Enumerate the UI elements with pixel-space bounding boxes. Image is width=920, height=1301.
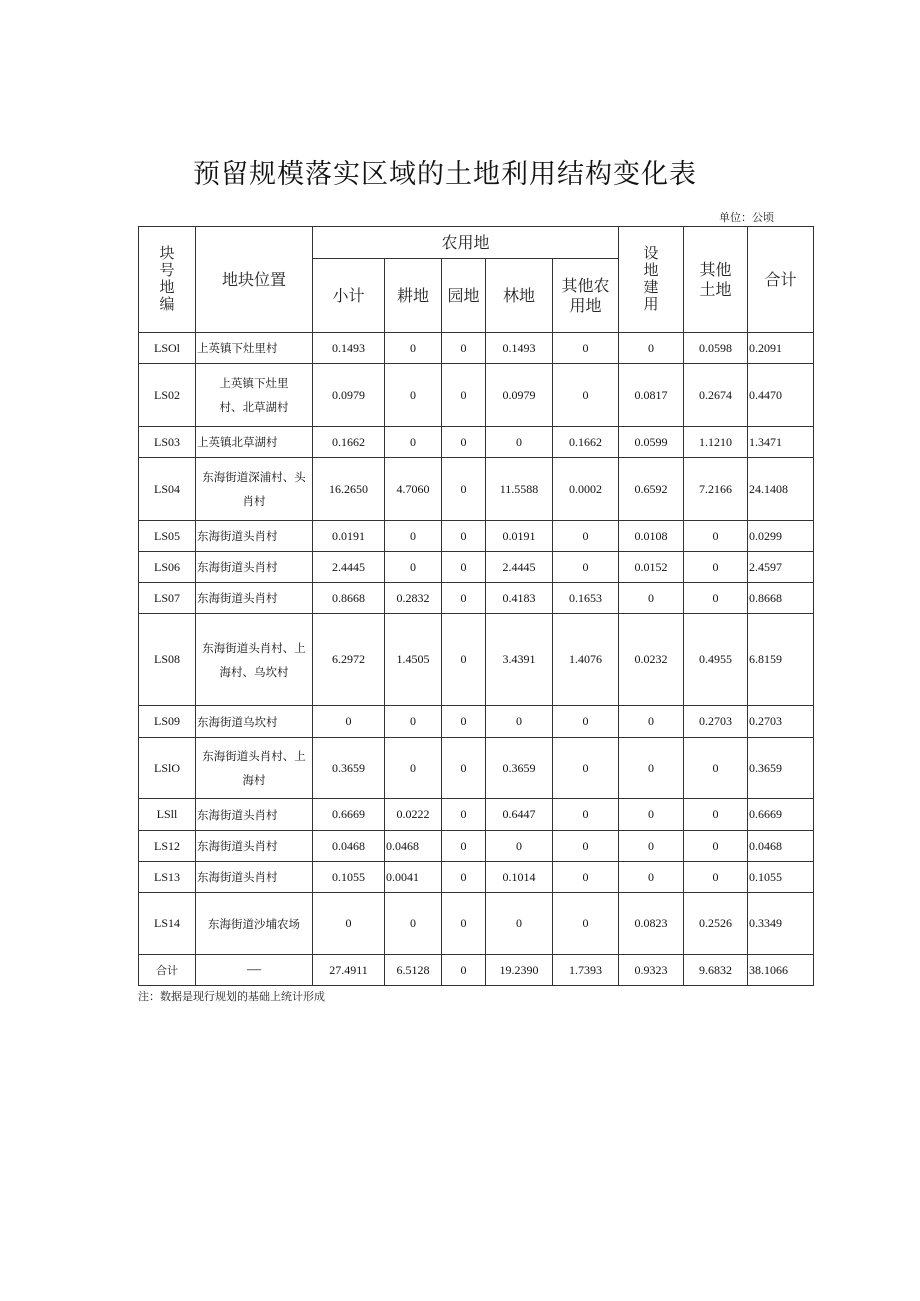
cell-other-agri: 0 <box>553 862 619 893</box>
cell-garden: 0 <box>442 831 486 862</box>
cell-location: 东海街道深浦村、头肖村 <box>196 458 313 521</box>
cell-forest: 0 <box>486 427 553 458</box>
cell-location: 东海街道乌坎村 <box>196 706 313 738</box>
cell-construction: 0.0232 <box>619 614 684 706</box>
cell-garden: 0 <box>442 333 486 364</box>
cell-cultivated: 6.5128 <box>385 955 442 986</box>
cell-other-agri: 0 <box>553 333 619 364</box>
cell-location: 东海街道头肖村 <box>196 552 313 583</box>
cell-construction: 0 <box>619 862 684 893</box>
cell-construction: 0.9323 <box>619 955 684 986</box>
cell-other-agri: 0 <box>553 893 619 955</box>
cell-other-agri: 0 <box>553 799 619 831</box>
table-row <box>139 458 814 521</box>
cell-code: LS07 <box>139 583 196 614</box>
table-row <box>139 862 814 893</box>
cell-cultivated: 0 <box>385 738 442 799</box>
table-row <box>139 706 814 738</box>
cell-subtotal: 27.4911 <box>313 955 385 986</box>
cell-location: 东海街道头肖村、上海村 <box>196 738 313 799</box>
cell-subtotal: 0 <box>313 893 385 955</box>
cell-construction: 0 <box>619 706 684 738</box>
cell-location: 东海街道沙埔农场 <box>196 893 313 955</box>
cell-code: LSOl <box>139 333 196 364</box>
cell-other-agri: 0 <box>553 831 619 862</box>
cell-code: LS14 <box>139 893 196 955</box>
cell-construction: 0.0823 <box>619 893 684 955</box>
cell-total: 0.3659 <box>748 738 814 799</box>
cell-code: LS04 <box>139 458 196 521</box>
cell-construction: 0 <box>619 333 684 364</box>
cell-code: LS05 <box>139 521 196 552</box>
cell-code: LS02 <box>139 364 196 427</box>
cell-other-agri: 0 <box>553 521 619 552</box>
cell-garden: 0 <box>442 955 486 986</box>
cell-garden: 0 <box>442 458 486 521</box>
cell-location: 东海街道头肖村 <box>196 583 313 614</box>
cell-cultivated: 1.4505 <box>385 614 442 706</box>
cell-construction: 0.6592 <box>619 458 684 521</box>
cell-garden: 0 <box>442 583 486 614</box>
unit-label: 单位：公顷 <box>719 211 774 224</box>
header-construction <box>619 227 684 333</box>
cell-cultivated: 0.0468 <box>385 831 442 862</box>
cell-other-land: 0.4955 <box>684 614 748 706</box>
cell-total: 0.4470 <box>748 364 814 427</box>
cell-cultivated: 0 <box>385 333 442 364</box>
cell-construction: 0.0817 <box>619 364 684 427</box>
cell-forest: 0 <box>486 893 553 955</box>
header-construction-label: 设地建用 <box>643 244 659 313</box>
cell-location: 上英镇下灶里村 <box>196 333 313 364</box>
cell-total: 38.1066 <box>748 955 814 986</box>
cell-location: 上英镇北草湖村 <box>196 427 313 458</box>
cell-forest: 0.0979 <box>486 364 553 427</box>
table-row <box>139 552 814 583</box>
header-agricultural: 农用地 <box>313 227 619 259</box>
cell-total: 0.3349 <box>748 893 814 955</box>
cell-location: 东海街道头肖村 <box>196 521 313 552</box>
cell-subtotal: 0.1662 <box>313 427 385 458</box>
cell-garden: 0 <box>442 614 486 706</box>
cell-other-land: 0 <box>684 799 748 831</box>
header-other-agri-label: 其他农用地 <box>561 275 610 315</box>
cell-code: LSlO <box>139 738 196 799</box>
table-row <box>139 583 814 614</box>
cell-location: 东海街道头肖村 <box>196 831 313 862</box>
cell-location-dash: — <box>196 955 313 986</box>
cell-total: 0.0299 <box>748 521 814 552</box>
cell-other-land: 9.6832 <box>684 955 748 986</box>
cell-location: 上英镇下灶里村、北草湖村 <box>196 364 313 427</box>
cell-code: LS09 <box>139 706 196 738</box>
cell-other-land: 1.1210 <box>684 427 748 458</box>
cell-total: 1.3471 <box>748 427 814 458</box>
cell-cultivated: 4.7060 <box>385 458 442 521</box>
cell-forest: 0.4183 <box>486 583 553 614</box>
table-row <box>139 799 814 831</box>
cell-forest: 0.1014 <box>486 862 553 893</box>
header-total: 合计 <box>748 227 814 333</box>
header-other-agri <box>553 259 619 333</box>
cell-other-land: 0 <box>684 583 748 614</box>
cell-cultivated: 0 <box>385 427 442 458</box>
header-garden: 园地 <box>442 259 486 333</box>
cell-subtotal: 0.6669 <box>313 799 385 831</box>
cell-garden: 0 <box>442 799 486 831</box>
header-forest: 林地 <box>486 259 553 333</box>
cell-forest: 11.5588 <box>486 458 553 521</box>
table-row <box>139 738 814 799</box>
cell-code: LS06 <box>139 552 196 583</box>
cell-code: LS03 <box>139 427 196 458</box>
cell-other-land: 0 <box>684 831 748 862</box>
cell-garden: 0 <box>442 521 486 552</box>
cell-subtotal: 2.4445 <box>313 552 385 583</box>
cell-garden: 0 <box>442 706 486 738</box>
cell-other-agri: 0.1662 <box>553 427 619 458</box>
cell-total: 0.6669 <box>748 799 814 831</box>
cell-construction: 0 <box>619 583 684 614</box>
cell-total: 2.4597 <box>748 552 814 583</box>
cell-cultivated: 0.0041 <box>385 862 442 893</box>
cell-forest: 0 <box>486 831 553 862</box>
cell-construction: 0 <box>619 738 684 799</box>
cell-forest: 19.2390 <box>486 955 553 986</box>
cell-construction: 0.0108 <box>619 521 684 552</box>
cell-total: 0.2703 <box>748 706 814 738</box>
cell-subtotal: 6.2972 <box>313 614 385 706</box>
cell-garden: 0 <box>442 364 486 427</box>
cell-subtotal: 16.2650 <box>313 458 385 521</box>
cell-subtotal: 0.8668 <box>313 583 385 614</box>
cell-code: LS13 <box>139 862 196 893</box>
table-row <box>139 364 814 427</box>
table-row <box>139 893 814 955</box>
cell-forest: 0 <box>486 706 553 738</box>
cell-other-agri: 0 <box>553 364 619 427</box>
cell-total: 0.8668 <box>748 583 814 614</box>
page-title: 预留规模落实区域的土地利用结构变化表 <box>193 159 697 190</box>
cell-location: 东海街道头肖村 <box>196 862 313 893</box>
cell-garden: 0 <box>442 738 486 799</box>
table-row-total <box>139 955 814 986</box>
cell-total-label: 合计 <box>139 955 196 986</box>
cell-total: 6.8159 <box>748 614 814 706</box>
cell-forest: 0.0191 <box>486 521 553 552</box>
cell-subtotal: 0.3659 <box>313 738 385 799</box>
cell-other-agri: 1.4076 <box>553 614 619 706</box>
cell-other-land: 0 <box>684 738 748 799</box>
cell-subtotal: 0.0191 <box>313 521 385 552</box>
cell-total: 24.1408 <box>748 458 814 521</box>
cell-cultivated: 0 <box>385 552 442 583</box>
cell-other-land: 0.0598 <box>684 333 748 364</box>
header-block-code-label: 块号地编 <box>159 244 175 313</box>
cell-cultivated: 0.2832 <box>385 583 442 614</box>
cell-other-land: 0.2526 <box>684 893 748 955</box>
cell-other-agri: 1.7393 <box>553 955 619 986</box>
table-row <box>139 427 814 458</box>
header-location: 地块位置 <box>196 227 313 333</box>
cell-total: 0.0468 <box>748 831 814 862</box>
cell-construction: 0.0599 <box>619 427 684 458</box>
cell-total: 0.1055 <box>748 862 814 893</box>
land-use-table <box>138 226 814 986</box>
cell-other-agri: 0.1653 <box>553 583 619 614</box>
table-row <box>139 333 814 364</box>
cell-location: 东海街道头肖村 <box>196 799 313 831</box>
cell-code: LS08 <box>139 614 196 706</box>
cell-subtotal: 0.0979 <box>313 364 385 427</box>
cell-forest: 0.6447 <box>486 799 553 831</box>
cell-construction: 0.0152 <box>619 552 684 583</box>
cell-other-agri: 0 <box>553 738 619 799</box>
table-row <box>139 521 814 552</box>
cell-subtotal: 0.0468 <box>313 831 385 862</box>
header-block-code <box>139 227 196 333</box>
cell-other-land: 0 <box>684 552 748 583</box>
cell-total: 0.2091 <box>748 333 814 364</box>
footnote: 注：数据是现行规划的基础上统计形成 <box>138 990 325 1003</box>
cell-garden: 0 <box>442 427 486 458</box>
cell-other-land: 0.2674 <box>684 364 748 427</box>
cell-cultivated: 0 <box>385 893 442 955</box>
cell-code: LSll <box>139 799 196 831</box>
cell-cultivated: 0 <box>385 364 442 427</box>
cell-other-land: 7.2166 <box>684 458 748 521</box>
cell-garden: 0 <box>442 552 486 583</box>
header-other-land <box>684 227 748 333</box>
cell-cultivated: 0 <box>385 521 442 552</box>
header-other-land-label: 其他土地 <box>699 259 732 299</box>
cell-forest: 2.4445 <box>486 552 553 583</box>
cell-forest: 0.1493 <box>486 333 553 364</box>
table-row <box>139 831 814 862</box>
cell-other-agri: 0.0002 <box>553 458 619 521</box>
header-cultivated: 耕地 <box>385 259 442 333</box>
cell-garden: 0 <box>442 893 486 955</box>
table-row <box>139 614 814 706</box>
cell-cultivated: 0.0222 <box>385 799 442 831</box>
cell-location: 东海街道头肖村、上海村、乌坎村 <box>196 614 313 706</box>
cell-subtotal: 0.1055 <box>313 862 385 893</box>
cell-other-land: 0.2703 <box>684 706 748 738</box>
cell-construction: 0 <box>619 799 684 831</box>
cell-other-land: 0 <box>684 862 748 893</box>
cell-other-agri: 0 <box>553 552 619 583</box>
cell-forest: 0.3659 <box>486 738 553 799</box>
cell-garden: 0 <box>442 862 486 893</box>
cell-construction: 0 <box>619 831 684 862</box>
cell-other-agri: 0 <box>553 706 619 738</box>
cell-subtotal: 0 <box>313 706 385 738</box>
header-subtotal: 小计 <box>313 259 385 333</box>
cell-other-land: 0 <box>684 521 748 552</box>
cell-cultivated: 0 <box>385 706 442 738</box>
cell-forest: 3.4391 <box>486 614 553 706</box>
cell-subtotal: 0.1493 <box>313 333 385 364</box>
cell-code: LS12 <box>139 831 196 862</box>
